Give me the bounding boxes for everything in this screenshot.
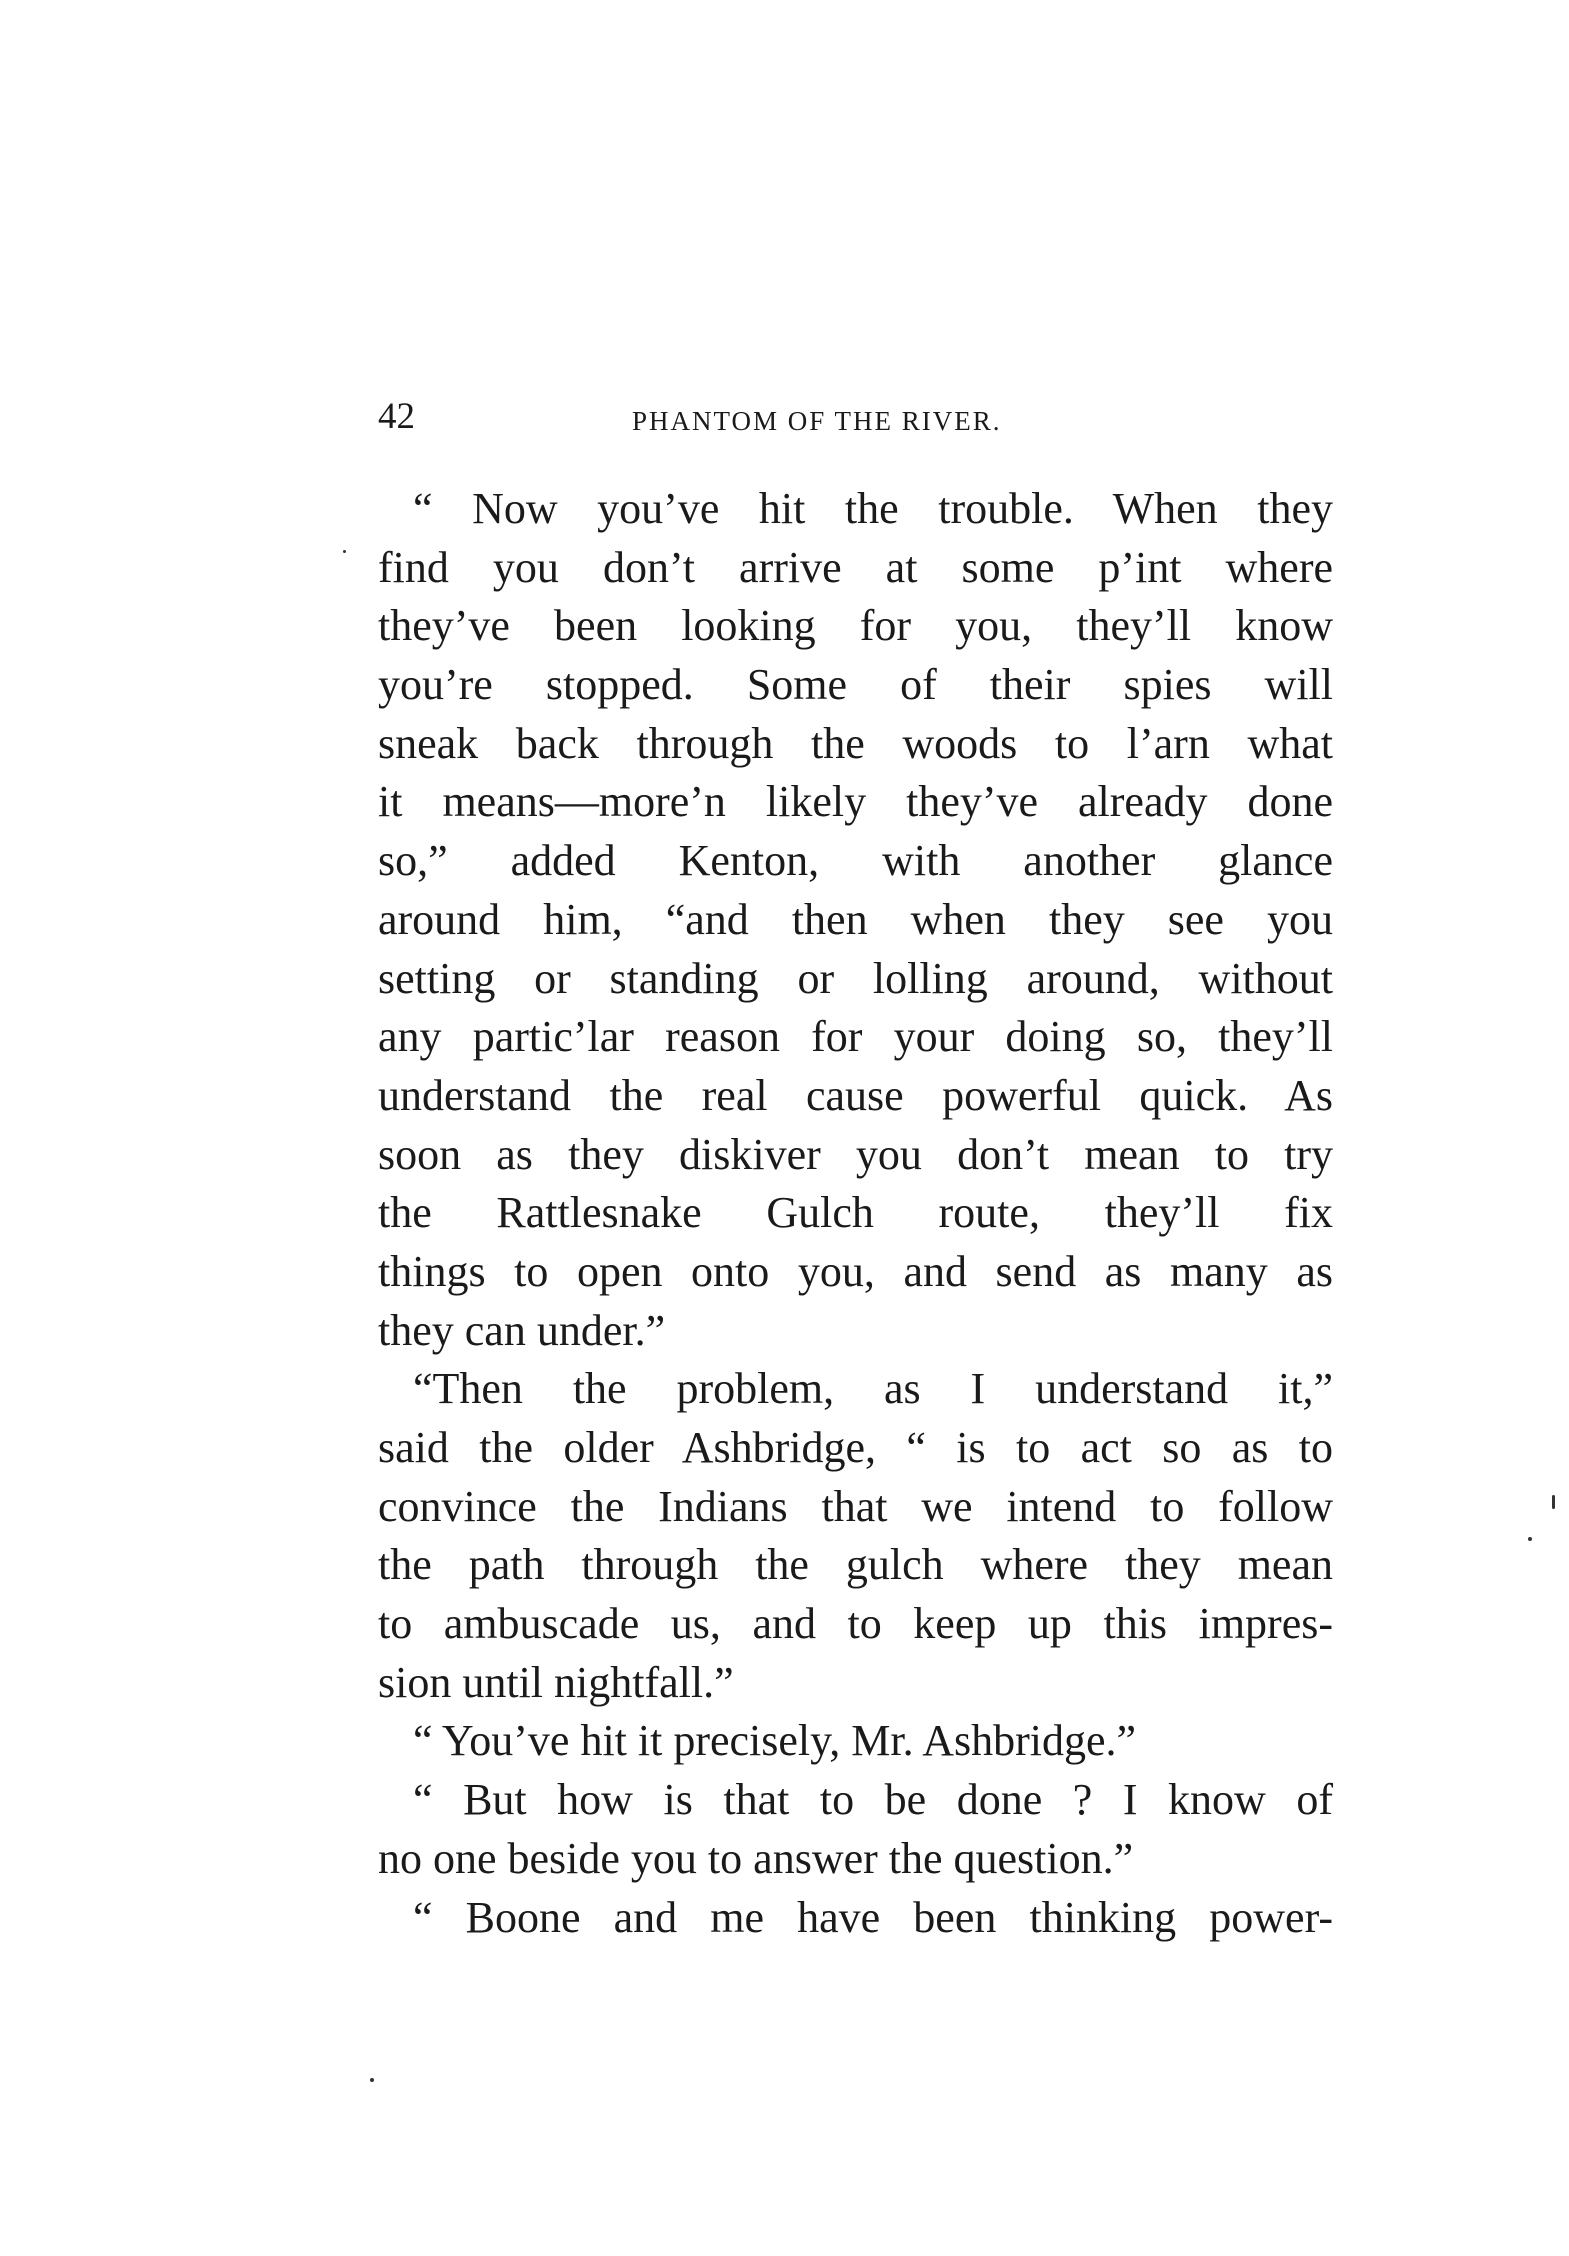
text-line: find you don’t arrive at some p’int where bbox=[378, 542, 1333, 592]
text-line: you’re stopped. Some of their spies will bbox=[378, 660, 1333, 710]
ink-speck bbox=[370, 2078, 374, 2082]
text-line: “Then the problem, as I understand it,” bbox=[413, 1364, 1333, 1414]
text-line: soon as they diskiver you don’t mean to try bbox=[378, 1129, 1333, 1179]
text-line: “ Now you’ve hit the trouble. When they bbox=[413, 484, 1333, 533]
text-line: “ You’ve hit it precisely, Mr. Ashbridge.” bbox=[413, 1716, 1137, 1766]
text-line: said the older Ashbridge, “ is to act so as to bbox=[378, 1423, 1333, 1472]
text-line: the Rattlesnake Gulch route, they’ll fix bbox=[378, 1188, 1333, 1238]
text-line: sion until nightfall.” bbox=[378, 1657, 734, 1707]
text-line: things to open onto you, and send as many as bbox=[378, 1246, 1333, 1296]
text-line: understand the real cause powerful quick. As bbox=[378, 1070, 1333, 1120]
text-line: sneak back through the woods to l’arn what bbox=[378, 718, 1333, 768]
text-line: so,” added Kenton, with another glance bbox=[378, 836, 1333, 886]
body-text bbox=[378, 480, 1333, 1947]
ink-speck bbox=[1552, 1495, 1555, 1509]
text-line: they’ve been looking for you, they’ll know bbox=[378, 601, 1333, 651]
text-line: “ But how is that to be done ? I know of bbox=[413, 1775, 1333, 1825]
text-line: setting or standing or lolling around, without bbox=[378, 953, 1333, 1003]
ink-speck bbox=[1528, 1537, 1532, 1541]
text-line: any partic’lar reason for your doing so, they’ll bbox=[378, 1012, 1333, 1062]
running-title: PHANTOM OF THE RIVER. bbox=[632, 406, 1002, 436]
text-line: around him, “and then when they see you bbox=[378, 894, 1333, 944]
text-line: “ Boone and me have been thinking power- bbox=[413, 1892, 1333, 1942]
ink-speck bbox=[343, 550, 346, 553]
page-number: 42 bbox=[378, 396, 415, 437]
text-line: they can under.” bbox=[378, 1305, 666, 1355]
text-line: to ambuscade us, and to keep up this impres- bbox=[378, 1599, 1333, 1649]
running-head bbox=[378, 392, 1328, 442]
text-line: no one beside you to answer the question.” bbox=[378, 1833, 1134, 1883]
text-line: convince the Indians that we intend to follow bbox=[378, 1481, 1333, 1531]
text-line: it means—more’n likely they’ve already done bbox=[378, 777, 1333, 827]
text-line: the path through the gulch where they mean bbox=[378, 1540, 1333, 1590]
